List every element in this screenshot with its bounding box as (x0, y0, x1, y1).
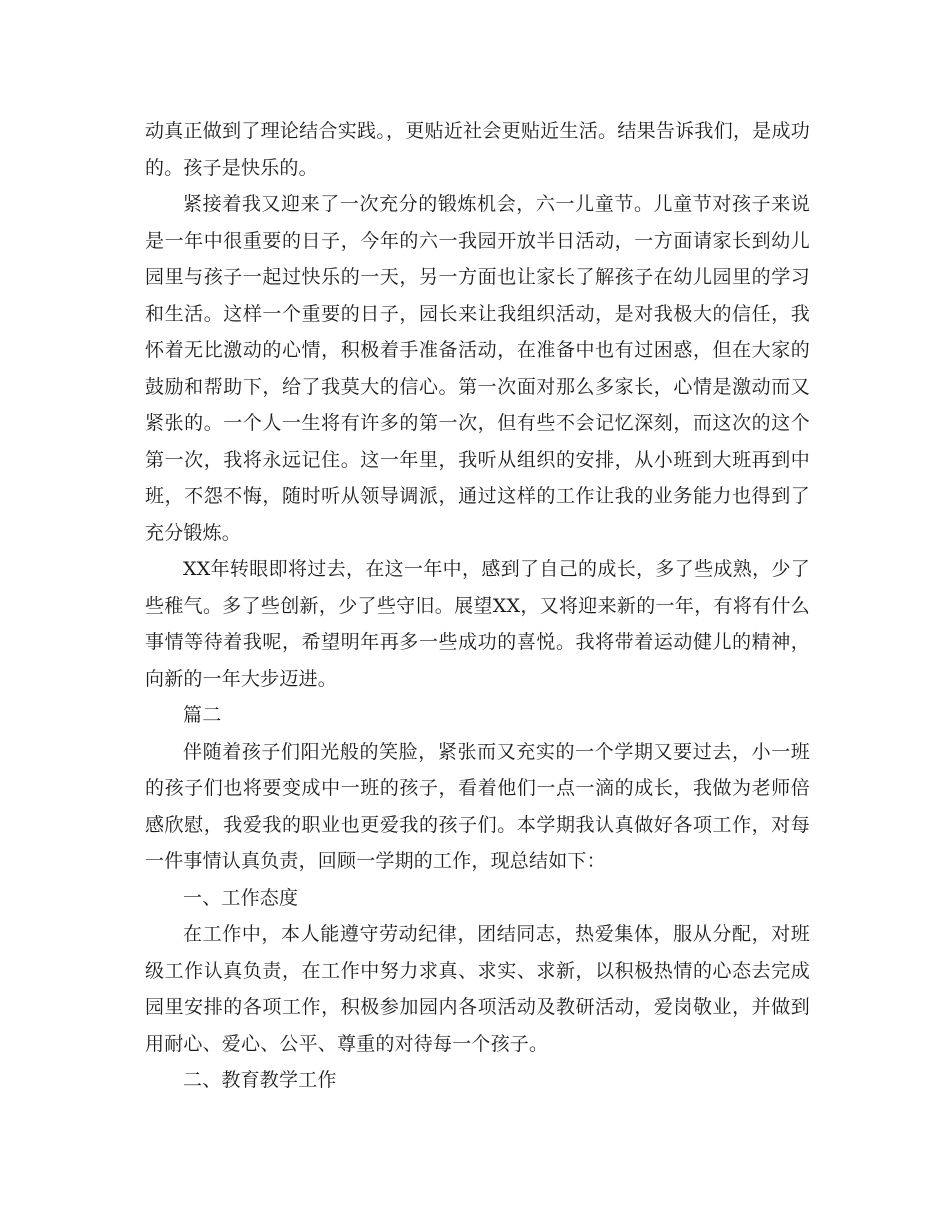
section-title-part-two: 篇二 (183, 704, 222, 726)
heading-teaching-work: 二、教育教学工作 (183, 1069, 337, 1091)
paragraph-continuation: 动真正做到了理论结合实践。，更贴近社会更贴近生活。结果告诉我们，是成功的。孩子是快乐的。 (145, 120, 810, 179)
body-text (145, 113, 810, 1099)
heading-work-attitude: 一、工作态度 (183, 886, 299, 909)
paragraph-year-review: XX年转眼即将过去，在这一年中，感到了自己的成长，多了些成熟，少了些稚气。多了些创新，少了些守旧。展望XX，又将迎来新的一年，有将有什么事情等待着我呢，希望明年再多一些成功的喜悦。我将带着运动健儿的精神，向新的一年大步迈进。 (145, 558, 810, 690)
paragraph-semester-intro: 伴随着孩子们阳光般的笑脸，紧张而又充实的一个学期又要过去，小一班的孩子们也将要变成中一班的孩子，看着他们一点一滴的成长，我做为老师倍感欣慰，我爱我的职业也更爱我的孩子们。本学期我认真做好各项工作，对每一件事情认真负责，回顾一学期的工作，现总结如下： (145, 740, 810, 872)
paragraph-childrens-day: 紧接着我又迎来了一次充分的锻炼机会，六一儿童节。儿童节对孩子来说是一年中很重要的日子，今年的六一我园开放半日活动，一方面请家长到幼儿园里与孩子一起过快乐的一天，另一方面也让家长了解孩子在幼儿园里的学习和生活。这样一个重要的日子，园长来让我组织活动，是对我极大的信任，我怀着无比激动的心情，积极着手准备活动，在准备中也有过困惑，但在大家的鼓励和帮助下，给了我莫大的信心。第一次面对那么多家长，心情是激动而又紧张的。一个人一生将有许多的第一次，但有些不会记忆深刻，而这次的这个第一次，我将永远记住。这一年里，我听从组织的安排，从小班到大班再到中班，不怨不悔，随时听从领导调派，通过这样的工作让我的业务能力也得到了充分锻炼。 (145, 193, 810, 544)
paragraph-work-attitude: 在工作中，本人能遵守劳动纪律，团结同志，热爱集体，服从分配，对班级工作认真负责，在工作中努力求真、求实、求新，以积极热情的心态去完成园里安排的各项工作，积极参加园内各项活动及教研活动，爱岗敬业，并做到用耐心、爱心、公平、尊重的对待每一个孩子。 (145, 923, 810, 1055)
